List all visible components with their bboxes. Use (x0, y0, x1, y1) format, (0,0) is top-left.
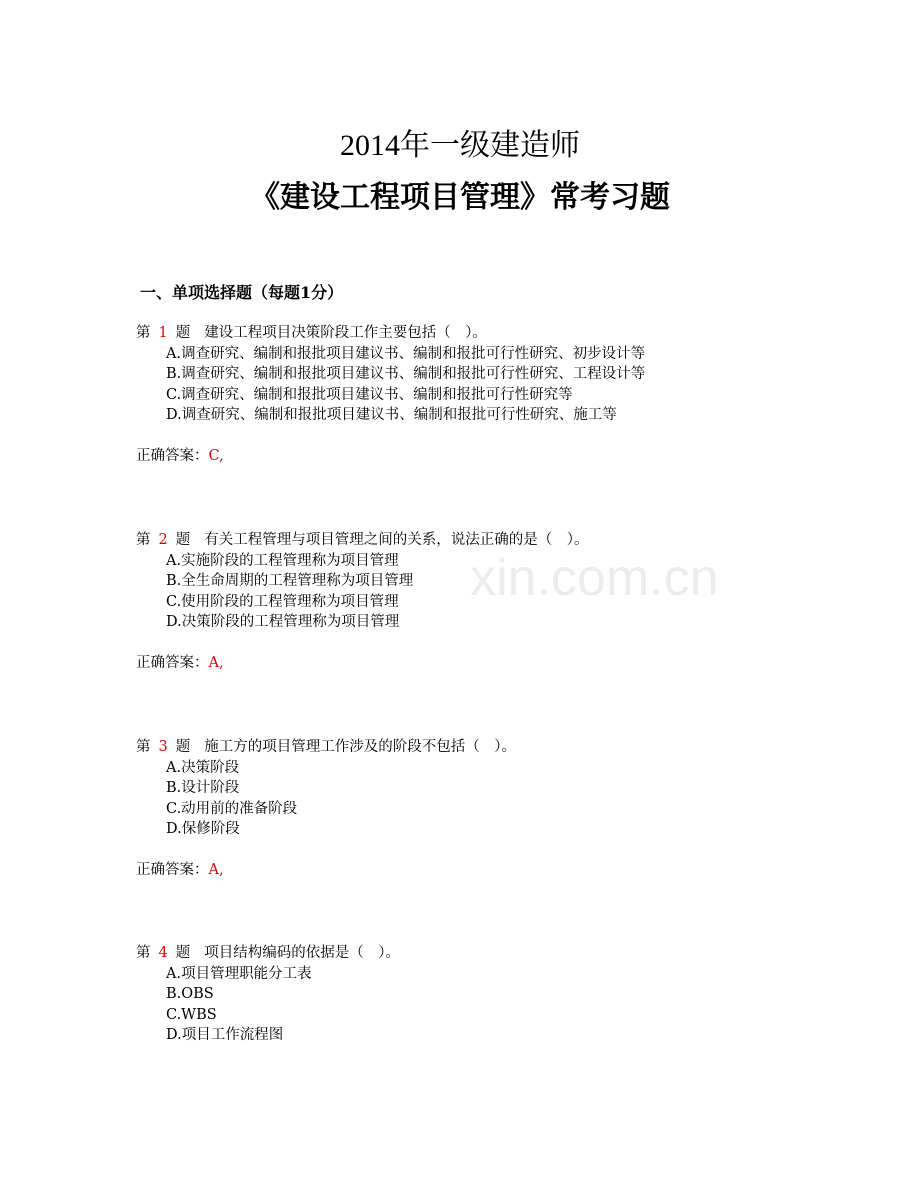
question-2 (136, 530, 836, 673)
section-heading: 一、单项选择题（每题1分） (140, 283, 344, 302)
answer-label: 正确答案： (136, 447, 209, 464)
option-b: B.设计阶段 (166, 780, 240, 796)
answer-value: A, (208, 654, 224, 671)
question-3 (136, 737, 836, 880)
answer-label: 正确答案： (136, 861, 209, 878)
question-number: 1 (158, 325, 168, 341)
answer-label: 正确答案： (136, 654, 209, 671)
option-c: C.WBS (166, 1006, 217, 1023)
question-3-answer (136, 860, 836, 880)
question-1-options (136, 344, 836, 426)
option-b: B.OBS (166, 986, 214, 1002)
question-3-header (136, 737, 836, 758)
question-2-options (136, 551, 836, 633)
question-prefix: 第 (136, 945, 151, 961)
question-2-answer (136, 653, 836, 673)
question-2-header (136, 530, 836, 551)
question-suffix: 题 (175, 325, 191, 341)
question-4-header (136, 943, 836, 964)
option-a: A.实施阶段的工程管理称为项目管理 (166, 552, 399, 569)
question-4 (136, 943, 836, 1046)
question-suffix: 题 (175, 739, 191, 755)
option-a: A.决策阶段 (166, 759, 240, 776)
question-prefix: 第 (136, 739, 151, 755)
question-stem: 有关工程管理与项目管理之间的关系，说法正确的是（ ）。 (204, 532, 589, 548)
option-d: D.保修阶段 (166, 821, 240, 837)
question-prefix: 第 (136, 532, 151, 548)
question-stem: 施工方的项目管理工作涉及的阶段不包括（ ）。 (204, 739, 516, 755)
answer-value: C, (208, 447, 224, 464)
document-title-line-1: 2014年一级建造师 (340, 129, 580, 162)
option-c: C.动用前的准备阶段 (166, 800, 298, 817)
question-stem: 项目结构编码的依据是（ ）。 (204, 945, 400, 961)
question-number: 2 (158, 532, 168, 548)
question-4-options (136, 964, 836, 1046)
option-c: C.使用阶段的工程管理称为项目管理 (166, 593, 399, 610)
question-1-header (136, 323, 836, 344)
option-c: C.调查研究、编制和报批项目建议书、编制和报批可行性研究等 (166, 386, 573, 403)
question-stem: 建设工程项目决策阶段工作主要包括（ ）。 (204, 325, 487, 341)
question-number: 4 (158, 945, 168, 961)
question-suffix: 题 (175, 945, 191, 961)
watermark-text: xin.com.cn (470, 549, 719, 607)
question-1 (136, 323, 836, 466)
option-a: A.调查研究、编制和报批项目建议书、编制和报批可行性研究、初步设计等 (166, 345, 646, 362)
option-d: D.决策阶段的工程管理称为项目管理 (166, 614, 400, 630)
question-number: 3 (158, 739, 168, 755)
option-d: D.调查研究、编制和报批项目建议书、编制和报批可行性研究、施工等 (166, 407, 617, 423)
option-d: D.项目工作流程图 (166, 1027, 284, 1043)
question-1-answer (136, 446, 836, 466)
option-b: B.调查研究、编制和报批项目建议书、编制和报批可行性研究、工程设计等 (166, 366, 646, 382)
option-b: B.全生命周期的工程管理称为项目管理 (166, 573, 414, 589)
question-suffix: 题 (175, 532, 191, 548)
question-3-options (136, 758, 836, 840)
question-prefix: 第 (136, 325, 151, 341)
option-a: A.项目管理职能分工表 (166, 965, 312, 982)
answer-value: A, (208, 861, 224, 878)
document-title-line-2: 《建设工程项目管理》常考习题 (250, 181, 670, 214)
